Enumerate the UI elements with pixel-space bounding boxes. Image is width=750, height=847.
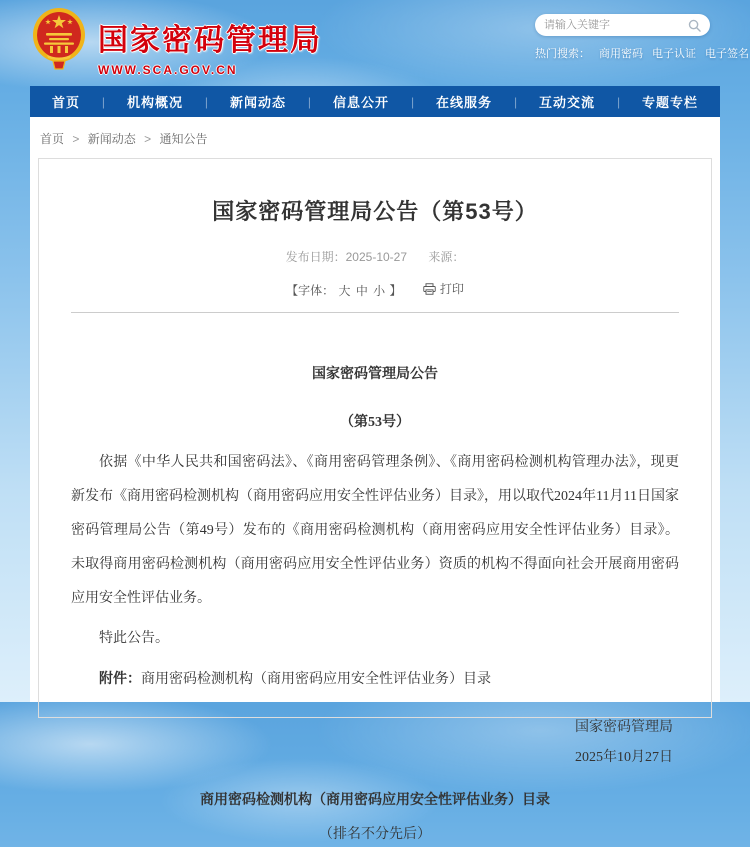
article-toolbar — [71, 280, 679, 299]
nav-separator: | — [616, 94, 621, 109]
site-logo[interactable] — [32, 7, 322, 77]
article-title: 国家密码管理局公告（第53号） — [212, 199, 538, 224]
nav-item-info-disclosure[interactable]: 信息公开 — [332, 95, 389, 110]
font-size-prefix: 【字体： — [286, 283, 335, 298]
nav-item-interaction[interactable]: 互动交流 — [539, 95, 596, 110]
attachment-label: 附件： — [99, 671, 141, 687]
search-box[interactable] — [535, 14, 710, 36]
notice-paragraph: 依据《中华人民共和国密码法》、《商用密码管理条例》、《商用密码检测机构管理办法》，现更新发布《商用密码检测机构（商用密码应用安全性评估业务）目录》，用以取代2024年11月11日国家密码管理局公告（第49号）发布的《商用密码检测机构（商用密码应用安全性评估业务）目录》。未取得商用密码检测机构（商用密码应用安全性评估业务）资质的机构不得面向社会开展商用密码应用安全性评估业务。 — [71, 454, 679, 606]
site-url: WWW.SCA.GOV.CN — [98, 63, 238, 77]
article-divider — [71, 312, 679, 313]
content-wrapper — [30, 117, 720, 842]
search-icon[interactable] — [688, 19, 701, 32]
nav-separator: | — [204, 94, 209, 109]
attachment-line — [71, 663, 679, 697]
breadcrumb-home[interactable]: 首页 — [40, 132, 65, 146]
catalog-title: 商用密码检测机构（商用密码应用安全性评估业务）目录 — [200, 792, 550, 808]
notice-heading: 国家密码管理局公告 — [312, 366, 438, 382]
breadcrumb-current: 通知公告 — [159, 132, 208, 146]
article-body — [71, 363, 679, 847]
breadcrumb-separator: > — [144, 132, 152, 146]
hot-search-link-e-auth[interactable]: 电子认证 — [652, 48, 696, 60]
article-meta — [71, 248, 679, 265]
search-input[interactable] — [544, 19, 688, 31]
font-size-small-button[interactable]: 小 — [373, 283, 386, 298]
main-navbar — [30, 86, 720, 117]
source-label: 来源： — [428, 250, 465, 264]
site-header — [0, 0, 750, 86]
publish-date-label: 发布日期： — [285, 250, 346, 264]
font-size-medium-button[interactable]: 中 — [355, 283, 368, 298]
nav-item-about[interactable]: 机构概况 — [126, 95, 183, 110]
hot-search-bar — [535, 45, 749, 61]
breadcrumb — [30, 117, 720, 158]
hot-search-link-e-signature[interactable]: 电子签名 — [705, 48, 749, 60]
catalog-note: （排名不分先后） — [319, 826, 431, 842]
nav-item-news[interactable]: 新闻动态 — [229, 95, 286, 110]
breadcrumb-news[interactable]: 新闻动态 — [87, 132, 136, 146]
hot-search-label: 热门搜索： — [535, 48, 590, 60]
print-label: 打印 — [439, 282, 464, 296]
nav-item-home[interactable]: 首页 — [51, 95, 80, 110]
nav-separator: | — [513, 94, 518, 109]
font-size-large-button[interactable]: 大 — [338, 283, 351, 298]
site-title: 国家密码管理局 — [98, 24, 322, 57]
print-button[interactable] — [423, 280, 464, 297]
hot-search-link-commercial-crypto[interactable]: 商用密码 — [599, 48, 643, 60]
nav-separator: | — [410, 94, 415, 109]
search-area — [535, 14, 749, 61]
national-emblem-icon — [32, 7, 86, 69]
article-box — [38, 158, 712, 842]
nav-item-online-services[interactable]: 在线服务 — [436, 95, 493, 110]
publish-date: 2025-10-27 — [345, 250, 408, 264]
nav-separator: | — [307, 94, 312, 109]
notice-number: （第53号） — [340, 414, 410, 430]
signature-date: 2025年10月27日 — [575, 749, 673, 765]
breadcrumb-separator: > — [72, 132, 80, 146]
nav-separator: | — [101, 94, 106, 109]
nav-item-special-topics[interactable]: 专题专栏 — [642, 95, 699, 110]
notice-closing: 特此公告。 — [99, 630, 169, 646]
font-size-suffix: 】 — [389, 283, 402, 298]
signature: 国家密码管理局 — [575, 719, 673, 735]
attachment-link[interactable]: 商用密码检测机构（商用密码应用安全性评估业务）目录 — [141, 671, 491, 687]
printer-icon — [423, 283, 436, 295]
